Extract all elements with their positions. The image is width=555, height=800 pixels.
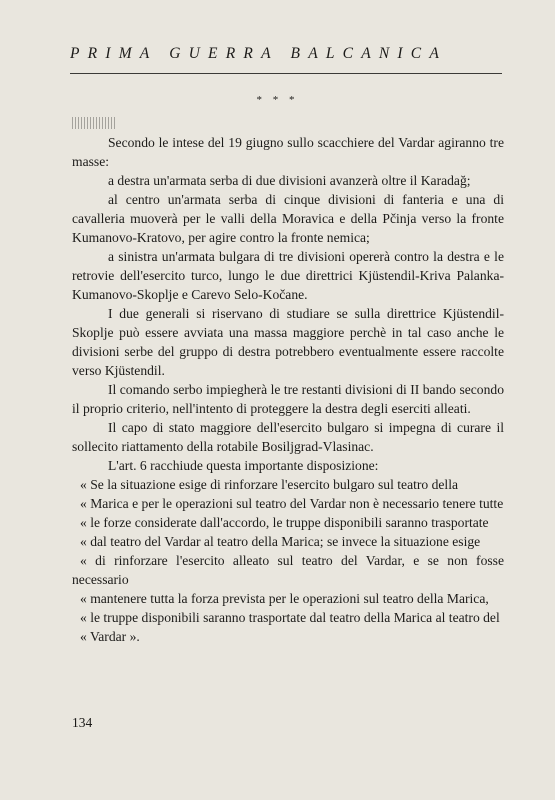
paragraph: L'art. 6 racchiude questa importante disposizione: <box>108 458 379 473</box>
quote-line: « le truppe disponibili saranno trasportate dal teatro della Marica al teatro del <box>80 610 500 625</box>
body-text <box>72 133 504 646</box>
quote-line: « mantenere tutta la forza prevista per le operazioni sul teatro della Marica, <box>80 591 489 606</box>
quote-line: « Se la situazione esige di rinforzare l'esercito bulgaro sul teatro della <box>80 477 459 492</box>
quote-line: « Marica e per le operazioni sul teatro del Vardar non è necessario tenere tutte <box>80 496 504 511</box>
paragraph: a destra un'armata serba di due divisioni avanzerà oltre il Karadağ; <box>108 173 471 188</box>
paragraph: al centro un'armata serba di cinque divisioni di fanteria e una di cavalleria muoverà per le valli della Moravica e della Pčinja verso la fronte Kumanovo-Kratovo, per agire contro la fronte nemica; <box>72 192 504 245</box>
quote-line: « dal teatro del Vardar al teatro della Marica; se invece la situazione esige <box>80 534 481 549</box>
quote-line: « Vardar ». <box>80 629 140 644</box>
quote-line: « di rinforzare l'esercito alleato sul teatro del Vardar, e se non fosse necessario <box>72 553 504 587</box>
page-number: 134 <box>72 715 93 730</box>
quotation <box>72 475 504 646</box>
paragraph: Il comando serbo impiegherà le tre restanti divisioni di II bando secondo il proprio criterio, nell'intento di proteggere la destra degli eserciti alleati. <box>72 382 504 416</box>
header-rule <box>70 73 502 74</box>
paragraph: I due generali si riservano di studiare se sulla direttrice Kjüstendil-Skoplje può essere avviata una massa maggiore perchè in tal caso anche le divisioni serbe del gruppo di destra potrebbero eventualmente essere raccolte verso Kjüstendil. <box>72 306 504 378</box>
section-separator: * * * <box>256 94 299 106</box>
quote-line: « le forze considerate dall'accordo, le truppe disponibili saranno trasportate <box>80 515 489 530</box>
paragraph: Il capo di stato maggiore dell'esercito bulgaro si impegna di curare il sollecito riattamento della rotabile Bosiljgrad-Vlasinac. <box>72 420 504 454</box>
paragraph: Secondo le intese del 19 giugno sullo scacchiere del Vardar agiranno tre masse: <box>72 135 504 169</box>
running-header: PRIMA GUERRA BALCANICA <box>70 45 447 62</box>
decorative-ornament <box>72 117 116 129</box>
paragraph: a sinistra un'armata bulgara di tre divisioni opererà contro la destra e le retrovie dell'esercito turco, lungo le due direttrici Kjüstendil-Kriva Palanka-Kumanovo-Skoplje e Carevo Selo-Kočane. <box>72 249 504 302</box>
